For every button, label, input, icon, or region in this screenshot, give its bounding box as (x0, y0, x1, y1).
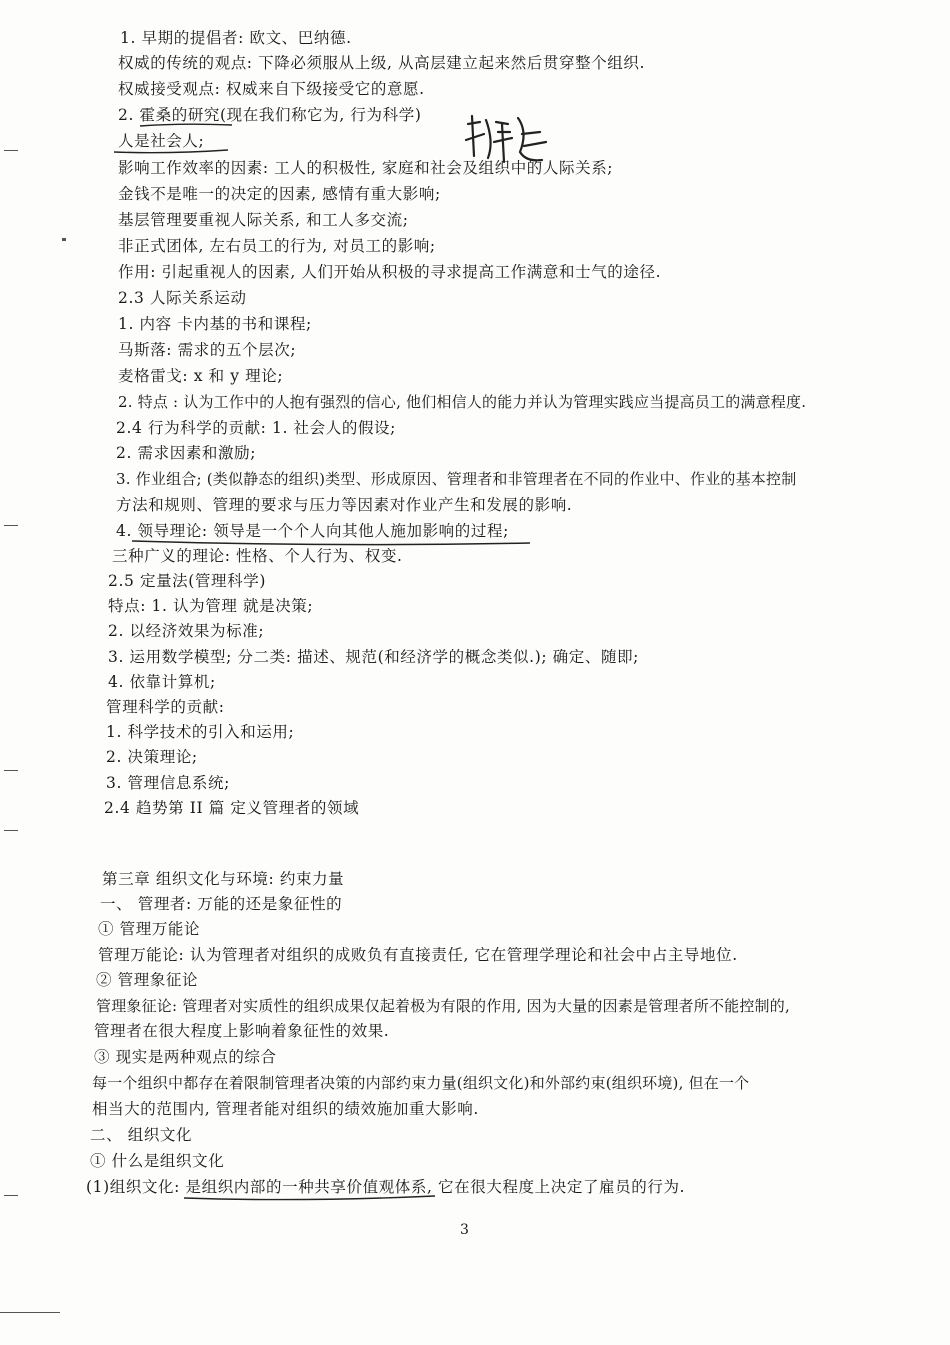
margin-mark (4, 150, 18, 151)
text-line: 二、 组织文化 (90, 1126, 193, 1144)
text-line: 每一个组织中都存在着限制管理者决策的内部约束力量(组织文化)和外部约束(组织环境), 但在一个 (92, 1074, 750, 1092)
text-line: 1. 内容 卡内基的书和课程; (118, 315, 312, 333)
text-line: 2.3 人际关系运动 (118, 289, 247, 307)
text-line: 基层管理要重视人际关系, 和工人多交流; (118, 211, 409, 229)
text-line: 作用: 引起重视人的因素, 人们开始从积极的寻求提高工作满意和士气的途径. (118, 263, 662, 281)
text-line: 方法和规则、管理的要求与压力等因素对作业产生和发展的影响. (116, 496, 573, 514)
text-line: 一、 管理者: 万能的还是象征性的 (100, 895, 343, 913)
text-line: 2. 决策理论; (106, 748, 198, 766)
text-line: 2.4 行为科学的贡献: 1. 社会人的假设; (116, 419, 396, 437)
handwritten-signature-scribble (462, 112, 552, 172)
text-line: 影响工作效率的因素: 工人的积极性, 家庭和社会及组织中的人际关系; (118, 159, 614, 177)
text-line: 2. 需求因素和激励; (116, 444, 257, 462)
text-line: 2. 以经济效果为标准; (108, 622, 265, 640)
text-line: 非正式团体, 左右员工的行为, 对员工的影响; (118, 237, 436, 255)
text-line: ② 管理象征论 (96, 971, 199, 989)
text-line: ③ 现实是两种观点的综合 (94, 1048, 277, 1066)
text-line: 权威接受观点: 权威来自下级接受它的意愿. (118, 80, 425, 98)
margin-mark (4, 1195, 18, 1196)
margin-mark (62, 238, 66, 241)
page-number: 3 (460, 1222, 469, 1238)
text-line: 3. 管理信息系统; (106, 774, 230, 792)
text-line: 4. 领导理论: 领导是一个个人向其他人施加影响的过程; (116, 522, 509, 540)
text-line: 人是社会人; (118, 132, 205, 150)
text-line: 管理者在很大程度上影响着象征性的效果. (94, 1022, 390, 1040)
margin-mark (4, 830, 18, 831)
text-line: 特点: 1. 认为管理 就是决策; (108, 597, 314, 615)
text-line: 2. 特点 : 认为工作中的人抱有强烈的信心, 他们相信人的能力并认为管理实践应当提高员工的满意程度. (118, 393, 807, 411)
text-line: 4. 依靠计算机; (108, 673, 216, 691)
text-line: 管理象征论: 管理者对实质性的组织成果仅起着极为有限的作用, 因为大量的因素是管理者所不能控制的, (96, 997, 790, 1015)
text-line: 管理科学的贡献: (106, 698, 225, 716)
text-line: 三种广义的理论: 性格、个人行为、权变. (112, 547, 403, 565)
margin-mark (4, 770, 18, 771)
text-line: 相当大的范围内, 管理者能对组织的绩效施加重大影响. (92, 1100, 479, 1118)
text-line: 2. 霍桑的研究(现在我们称它为, 行为科学) (118, 106, 422, 124)
text-line: (1)组织文化: 是组织内部的一种共享价值观体系, 它在很大程度上决定了雇员的行为. (86, 1178, 686, 1196)
text-line: 2.5 定量法(管理科学) (108, 572, 266, 590)
margin-mark (4, 525, 18, 526)
text-line: 权威的传统的观点: 下降必须服从上级, 从高层建立起来然后贯穿整个组织. (118, 54, 646, 72)
text-line: 3. 运用数学模型; 分二类: 描述、规范(和经济学的概念类似.); 确定、随即; (108, 648, 640, 666)
text-line: 3. 作业组合; (类似静态的组织)类型、形成原因、管理者和非管理者在不同的作业中、作业的基本控制 (116, 470, 797, 488)
chapter-heading: 第三章 组织文化与环境: 约束力量 (102, 870, 345, 888)
margin-mark (0, 1312, 60, 1313)
text-line: 管理万能论: 认为管理者对组织的成败负有直接责任, 它在管理学理论和社会中占主导地位. (98, 946, 738, 964)
text-line: ① 管理万能论 (98, 920, 201, 938)
text-line: 2.4 趋势第 II 篇 定义管理者的领域 (104, 799, 360, 817)
text-line: ① 什么是组织文化 (90, 1152, 225, 1170)
text-line: 金钱不是唯一的决定的因素, 感情有重大影响; (118, 185, 441, 203)
text-line: 1. 科学技术的引入和运用; (106, 723, 295, 741)
text-line: 麦格雷戈: x 和 y 理论; (118, 367, 284, 385)
text-line: 马斯落: 需求的五个层次; (118, 341, 297, 359)
text-line: 1. 早期的提倡者: 欧文、巴纳德. (120, 29, 352, 47)
